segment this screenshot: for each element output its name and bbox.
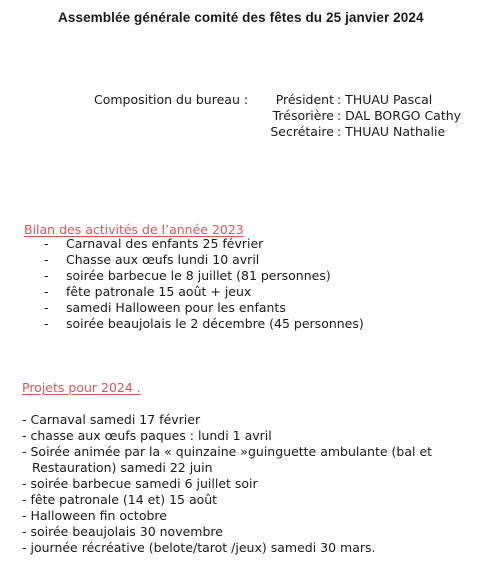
list-item: - fête patronale (14 et) 15 août	[22, 492, 218, 507]
list-item-text: soirée barbecue le 8 juillet (81 personnes)	[66, 268, 331, 283]
list-dash: -	[44, 300, 49, 315]
list-item	[44, 236, 364, 252]
bureau-name-tresoriere: : DAL BORGO Cathy	[337, 108, 462, 123]
list-item: - soirée barbecue samedi 6 juillet soir	[22, 476, 258, 491]
bureau-intro: Composition du bureau :	[94, 92, 249, 107]
list-item: - Carnaval samedi 17 février	[22, 412, 201, 427]
list-item	[44, 252, 364, 268]
list-dash: -	[44, 252, 49, 267]
list-item-text: soirée beaujolais le 2 décembre (45 personnes)	[66, 316, 364, 331]
list-item: - Halloween fin octobre	[22, 508, 167, 523]
projets-list	[22, 412, 432, 556]
list-item-continuation: Restauration) samedi 22 juin	[32, 460, 213, 475]
list-item	[44, 268, 364, 284]
bilan-list	[44, 236, 364, 332]
list-item-text: Chasse aux œufs lundi 10 avril	[66, 252, 260, 267]
list-dash: -	[44, 236, 49, 251]
list-item-text: fête patronale 15 août + jeux	[66, 284, 252, 299]
list-item-text: Carnaval des enfants 25 février	[66, 236, 264, 251]
bureau-role-secretaire: Secrétaire	[270, 124, 334, 139]
bureau-roles	[256, 92, 334, 140]
list-dash: -	[44, 316, 49, 331]
bilan-heading: Bilan des activités de l’année 2023	[24, 222, 244, 237]
bureau-name-secretaire: : THUAU Nathalie	[337, 124, 446, 139]
list-dash: -	[44, 268, 49, 283]
list-item: - journée récréative (belote/tarot /jeux) samedi 30 mars.	[22, 540, 376, 555]
document-title: Assemblée générale comité des fêtes du 25 janvier 2024	[58, 10, 424, 25]
bureau-name-president: : THUAU Pascal	[337, 92, 433, 107]
list-item	[44, 284, 364, 300]
list-item: - soirée beaujolais 30 novembre	[22, 524, 223, 539]
list-item	[44, 300, 364, 316]
list-item	[44, 316, 364, 332]
list-item-text: samedi Halloween pour les enfants	[66, 300, 286, 315]
list-item: - chasse aux œufs paques : lundi 1 avril	[22, 428, 272, 443]
bureau-names	[337, 92, 461, 140]
projets-heading: Projets pour 2024 .	[22, 380, 141, 395]
bureau-role-president: Président	[275, 92, 334, 107]
bureau-role-tresoriere: Trésorière	[272, 108, 334, 123]
list-dash: -	[44, 284, 49, 299]
list-item: - Soirée animée par la « quinzaine »guinguette ambulante (bal et	[22, 444, 433, 459]
